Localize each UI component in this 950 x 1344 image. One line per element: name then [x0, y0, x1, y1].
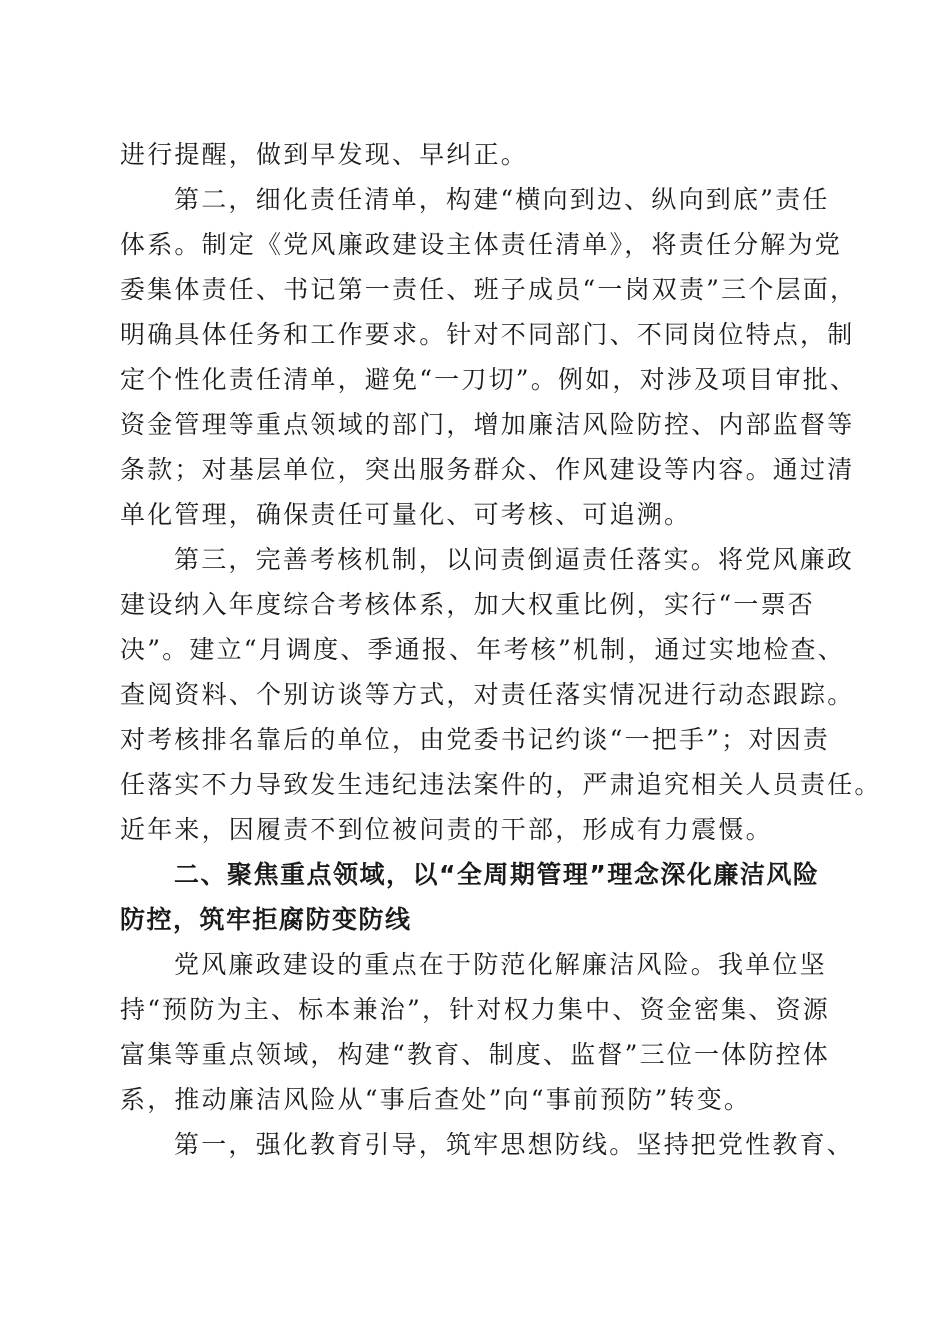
text-line: 富集等重点领域，构建“教育、制度、监督”三位一体防控体 — [120, 1040, 830, 1069]
text-line: 第三，完善考核机制，以问责倒逼责任落实。将党风廉政 — [174, 545, 855, 574]
heading-line: 防控，筑牢拒腐防变防线 — [120, 905, 412, 934]
text-line: 进行提醒，做到早发现、早纠正。 — [120, 140, 529, 169]
text-line: 决”。建立“月调度、季通报、年考核”机制，通过实地检查、 — [120, 635, 845, 664]
text-line: 对考核排名靠后的单位，由党委书记约谈“一把手”；对因责 — [120, 725, 830, 754]
text-line: 委集体责任、书记第一责任、班子成员“一岗双责”三个层面， — [120, 275, 858, 304]
paragraph-education-guidance — [120, 1122, 855, 1167]
paragraph-continuation — [120, 132, 840, 177]
heading-line: 二、聚焦重点领域，以“全周期管理”理念深化廉洁风险 — [174, 860, 820, 889]
text-line: 近年来，因履责不到位被问责的干部，形成有力震慑。 — [120, 815, 773, 844]
text-line: 第二，细化责任清单，构建“横向到边、纵向到底”责任 — [174, 185, 830, 214]
text-line: 持“预防为主、标本兼治”，针对权力集中、资金密集、资源 — [120, 995, 830, 1024]
text-line: 党风廉政建设的重点在于防范化解廉洁风险。我单位坚 — [174, 950, 827, 979]
text-line: 查阅资料、个别访谈等方式，对责任落实情况进行动态跟踪。 — [120, 680, 855, 709]
section-heading — [120, 852, 840, 942]
text-line: 第一，强化教育引导，筑牢思想防线。坚持把党性教育、 — [174, 1130, 855, 1159]
paragraph-responsibility-list — [120, 177, 858, 537]
text-line: 建设纳入年度综合考核体系，加大权重比例，实行“一票否 — [120, 590, 815, 619]
text-line: 资金管理等重点领域的部门，增加廉洁风险防控、内部监督等 — [120, 410, 855, 439]
paragraph-risk-prevention — [120, 942, 840, 1122]
document-body — [120, 132, 882, 1167]
text-line: 定个性化责任清单，避免“一刀切”。例如，对涉及项目审批、 — [120, 365, 858, 394]
paragraph-assessment-mechanism — [120, 537, 882, 852]
text-line: 明确具体任务和工作要求。针对不同部门、不同岗位特点，制 — [120, 320, 855, 349]
text-line: 系，推动廉洁风险从“事后查处”向“事前预防”转变。 — [120, 1085, 752, 1114]
text-line: 任落实不力导致发生违纪违法案件的，严肃追究相关人员责任。 — [120, 770, 882, 799]
text-line: 条款；对基层单位，突出服务群众、作风建设等内容。通过清 — [120, 455, 855, 484]
text-line: 单化管理，确保责任可量化、可考核、可追溯。 — [120, 500, 692, 529]
text-line: 体系。制定《党风廉政建设主体责任清单》，将责任分解为党 — [120, 230, 842, 259]
